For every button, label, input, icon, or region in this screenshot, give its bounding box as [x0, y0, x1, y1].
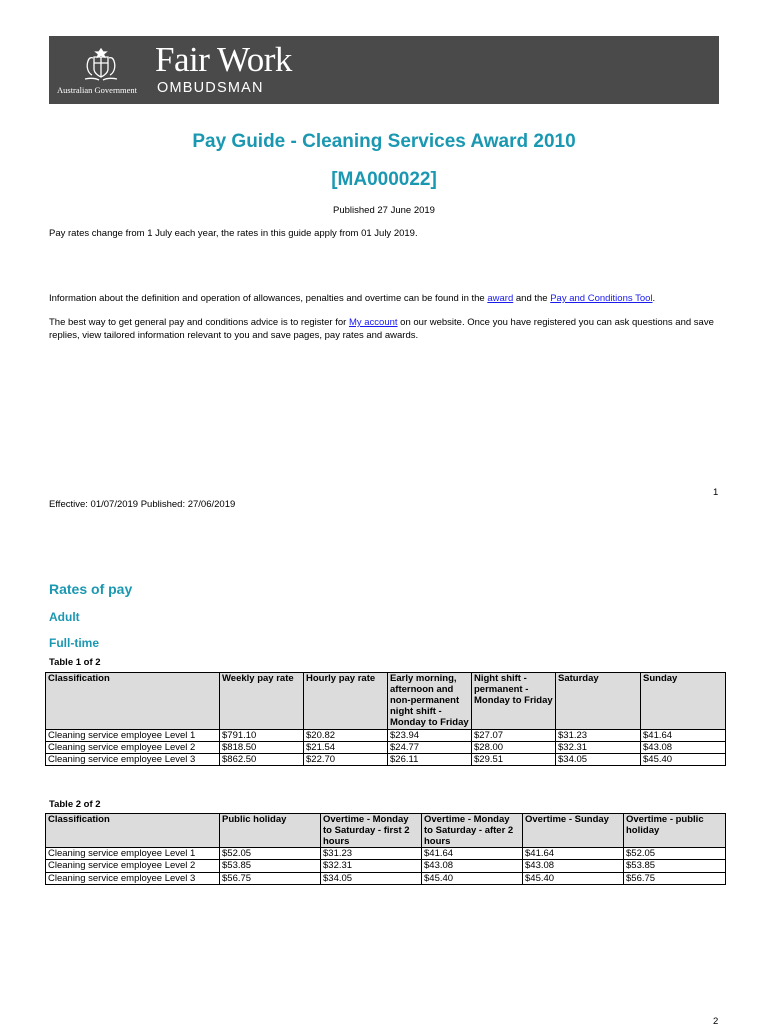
table-row — [46, 753, 726, 765]
rate-cell: $818.50 — [220, 741, 304, 753]
page-title: Pay Guide - Cleaning Services Award 2010 — [192, 131, 576, 152]
rate-cell: $52.05 — [220, 848, 321, 860]
published-date: Published 27 June 2019 — [333, 205, 435, 216]
classification-cell: Cleaning service employee Level 1 — [46, 848, 220, 860]
rate-cell: $53.85 — [624, 860, 726, 872]
coat-of-arms-icon — [79, 45, 123, 83]
rate-cell: $34.05 — [556, 753, 641, 765]
column-header: Classification — [46, 814, 220, 848]
rate-cell: $56.75 — [624, 872, 726, 884]
column-header: Hourly pay rate — [304, 673, 388, 730]
rate-cell: $41.64 — [641, 729, 726, 741]
table-row — [46, 860, 726, 872]
rate-cell: $29.51 — [472, 753, 556, 765]
rate-cell: $32.31 — [321, 860, 422, 872]
classification-cell: Cleaning service employee Level 1 — [46, 729, 220, 741]
rate-cell: $791.10 — [220, 729, 304, 741]
rate-cell: $27.07 — [472, 729, 556, 741]
rate-cell: $41.64 — [422, 848, 523, 860]
column-header: Sunday — [641, 673, 726, 730]
column-header: Night shift - permanent - Monday to Friday — [472, 673, 556, 730]
pay-table-2 — [45, 813, 726, 885]
rate-cell: $43.08 — [523, 860, 624, 872]
table-row — [46, 741, 726, 753]
rate-cell: $43.08 — [422, 860, 523, 872]
page-number-1: 1 — [713, 487, 719, 498]
column-header: Overtime - Monday to Saturday - first 2 hours — [321, 814, 422, 848]
award-code: [MA000022] — [331, 169, 437, 190]
rate-cell: $52.05 — [624, 848, 726, 860]
effective-footer: Effective: 01/07/2019 Published: 27/06/2019 — [49, 499, 236, 510]
rate-cell: $24.77 — [388, 741, 472, 753]
rate-cell: $23.94 — [388, 729, 472, 741]
column-header: Saturday — [556, 673, 641, 730]
award-link[interactable]: award — [487, 293, 514, 304]
table-header-row — [46, 814, 726, 848]
pay-table-1 — [45, 672, 726, 766]
rate-cell: $43.08 — [641, 741, 726, 753]
brand-name: Fair Work — [155, 40, 292, 79]
rate-cell: $56.75 — [220, 872, 321, 884]
rate-cell: $22.70 — [304, 753, 388, 765]
table-row — [46, 872, 726, 884]
pay-conditions-tool-link[interactable]: Pay and Conditions Tool — [550, 293, 653, 304]
intro-text: Pay rates change from 1 July each year, the rates in this guide apply from 01 July 2019. — [49, 228, 418, 239]
classification-cell: Cleaning service employee Level 2 — [46, 741, 220, 753]
rate-cell: $28.00 — [472, 741, 556, 753]
rate-cell: $31.23 — [321, 848, 422, 860]
rates-of-pay-heading: Rates of pay — [49, 581, 133, 597]
rate-cell: $862.50 — [220, 753, 304, 765]
column-header: Weekly pay rate — [220, 673, 304, 730]
brand-subtitle: OMBUDSMAN — [157, 80, 264, 96]
rate-cell: $45.40 — [523, 872, 624, 884]
table-header-row — [46, 673, 726, 730]
header-banner — [49, 36, 719, 104]
rate-cell: $20.82 — [304, 729, 388, 741]
classification-cell: Cleaning service employee Level 3 — [46, 753, 220, 765]
rate-cell: $31.23 — [556, 729, 641, 741]
column-header: Classification — [46, 673, 220, 730]
column-header: Overtime - Sunday — [523, 814, 624, 848]
table1-caption: Table 1 of 2 — [49, 657, 101, 668]
table-row — [46, 729, 726, 741]
info-paragraph: Information about the definition and operation of allowances, penalties and overtime can be found in the award and the Pay and Conditions Tool. — [49, 293, 656, 304]
gov-label: Australian Government — [57, 85, 138, 95]
rate-cell: $32.31 — [556, 741, 641, 753]
adult-heading: Adult — [49, 610, 80, 624]
table-row — [46, 848, 726, 860]
column-header: Early morning, afternoon and non-permanent night shift - Monday to Friday — [388, 673, 472, 730]
rate-cell: $26.11 — [388, 753, 472, 765]
column-header: Overtime - public holiday — [624, 814, 726, 848]
classification-cell: Cleaning service employee Level 3 — [46, 872, 220, 884]
column-header: Public holiday — [220, 814, 321, 848]
rate-cell: $53.85 — [220, 860, 321, 872]
advice-paragraph: The best way to get general pay and conditions advice is to register for My account on our website. Once you have registered you can ask questions and save replies, view tailored information relevant to you and save pages, pay rates and awards. — [49, 317, 714, 342]
rate-cell: $41.64 — [523, 848, 624, 860]
page-number-2: 2 — [713, 1016, 719, 1027]
rate-cell: $34.05 — [321, 872, 422, 884]
table2-caption: Table 2 of 2 — [49, 799, 101, 810]
rate-cell: $45.40 — [422, 872, 523, 884]
rate-cell: $45.40 — [641, 753, 726, 765]
my-account-link[interactable]: My account — [348, 317, 398, 328]
classification-cell: Cleaning service employee Level 2 — [46, 860, 220, 872]
rate-cell: $21.54 — [304, 741, 388, 753]
full-time-heading: Full-time — [49, 636, 99, 650]
column-header: Overtime - Monday to Saturday - after 2 hours — [422, 814, 523, 848]
